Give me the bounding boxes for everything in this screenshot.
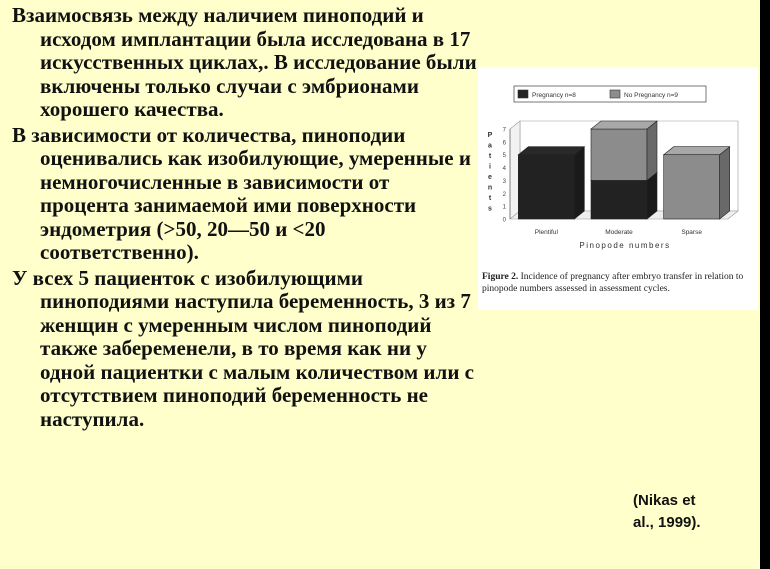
legend-swatch [518,90,528,98]
paragraph-2: В зависимости от количества, пиноподии оценивались как изобилующие, умеренные и немногочисленные в зависимости от процента занимаемой ими поверхности эндометрия (>50, 20—50 и <20 соответственно). [12,122,471,264]
legend-label: Pregnancy n=8 [532,92,576,99]
legend-label: No Pregnancy n=9 [624,92,679,99]
y-axis-label-letter: i [489,163,491,171]
paragraph-1: Взаимосвязь между наличием пиноподий и исходом имплантации была исследована в 17 искусственных циклах,. В исследование были включены только случаи с эмбрионами хорошего качества. [12,3,477,121]
y-tick-label: 0 [502,217,506,224]
bar-segment [518,155,574,219]
caption-text: Incidence of pregnancy after embryo transfer in relation to pinopode numbers assessed in assessment cycles. [482,272,744,294]
x-tick-label: Sparse [681,229,702,236]
bar-segment [591,129,647,180]
window-edge [760,0,770,569]
figure-caption [482,272,754,295]
y-axis-label-letter: P [487,132,493,139]
y-tick-label: 4 [502,166,506,173]
y-axis-label-letter: t [488,195,492,202]
caption-label: Figure 2. [482,272,519,282]
y-axis-label-letter: t [488,153,492,160]
bar-segment-side [720,147,730,219]
bar-segment-side [574,147,584,219]
bar-segment-top [664,147,730,155]
x-tick-label: Plentiful [534,229,558,236]
bar-segment [591,180,647,219]
y-axis-label-letter: e [488,174,492,181]
figure [478,67,758,310]
y-tick-label: 5 [502,153,506,160]
y-axis-label-letter: n [487,184,493,192]
y-tick-label: 3 [502,178,506,185]
y-tick-label: 6 [502,140,506,147]
y-tick-label: 7 [502,127,506,134]
y-tick-label: 2 [502,191,506,198]
legend-swatch [610,90,620,98]
bar-segment-side [647,121,657,180]
bar-segment-top [591,121,657,129]
x-axis-label: Pinopode numbers [579,241,671,250]
bar-segment [664,155,720,219]
citation: (Nikas et al., 1999). [633,492,701,531]
y-axis-label-letter: s [488,205,492,213]
y-axis-label-letter: a [488,142,492,150]
x-tick-label: Moderate [605,229,633,236]
paragraph-3: У всех 5 пациенток с изобилующими пиноподиями наступила беременность, 3 из 7 женщин с умеренным числом пиноподий также забеременели, в то время как ни у одной пациентки с малым количеством или с отсутствием пиноподий беременность не наступила. [12,265,474,431]
y-tick-label: 1 [502,204,506,211]
bar-chart [478,67,758,272]
bar-segment-top [518,147,584,155]
slide-text [12,4,482,433]
